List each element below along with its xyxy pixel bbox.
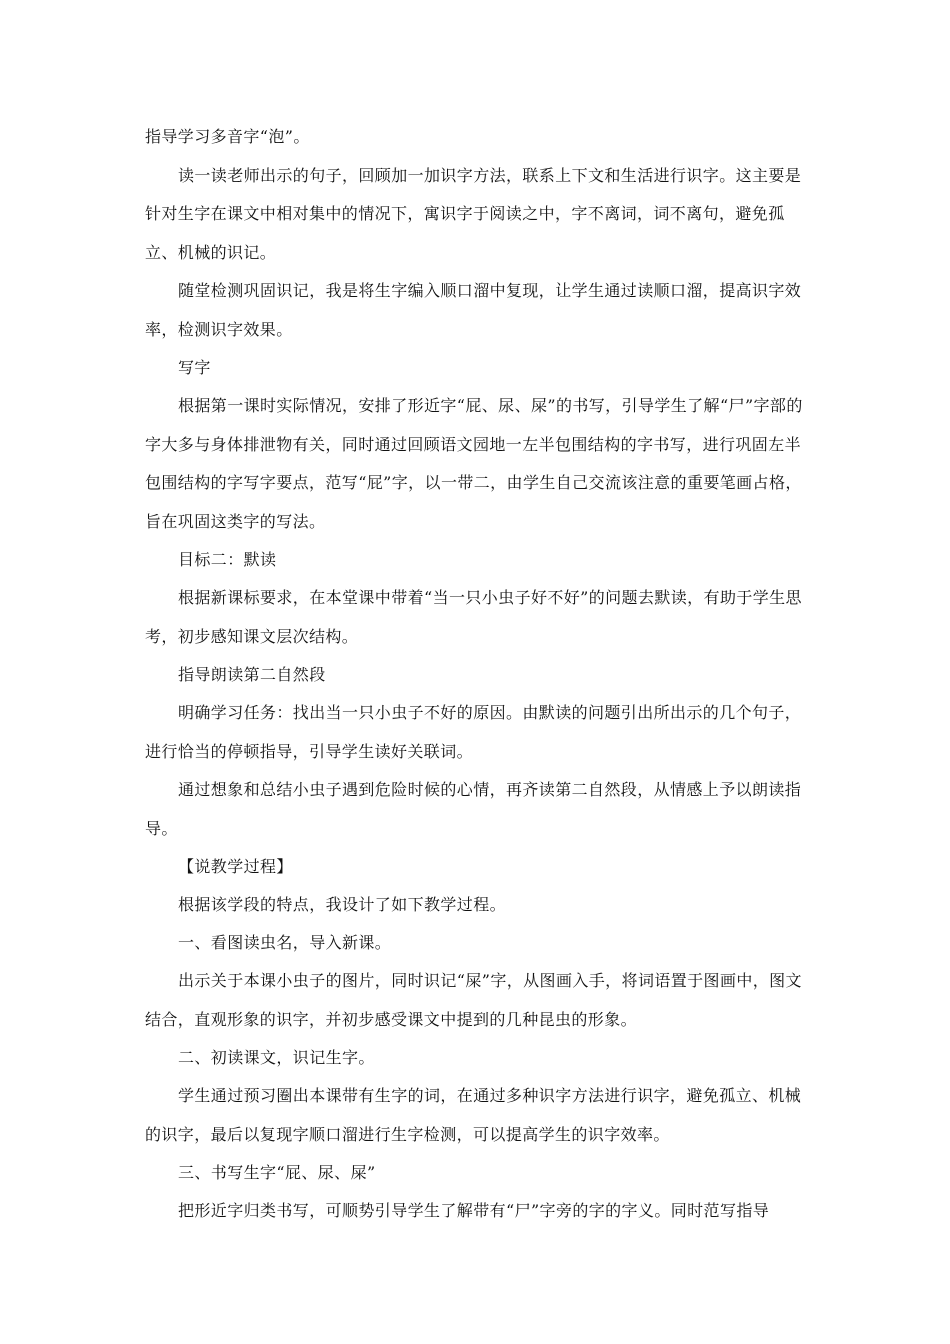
section-heading: 写字: [178, 358, 211, 377]
paragraph: 学生通过预习圈出本课带有生字的词，在通过多种识字方法进行识字，避免孤立、机械的识字，最后以复现字顺口溜进行生字检测，可以提高学生的识字效率。: [145, 1086, 802, 1144]
paragraph: 随堂检测巩固识记，我是将生字编入顺口溜中复现，让学生通过读顺口溜，提高识字效率，检测识字效果。: [145, 281, 802, 339]
paragraph: 根据第一课时实际情况，安排了形近字“屁、尿、屎”的书写，引导学生了解“尸”字部的字大多与身体排泄物有关，同时通过回顾语文园地一左半包围结构的字书写，进行巩固左半包围结构的字写字要点，范写“屁”字，以一带二，由学生自己交流该注意的重要笔画占格，旨在巩固这类字的写法。: [145, 396, 803, 531]
section-heading: 三、书写生字“屁、尿、屎”: [178, 1163, 376, 1182]
section-heading: 目标二：默读: [178, 550, 277, 569]
paragraph: 明确学习任务：找出当一只小虫子不好的原因。由默读的问题引出所出示的几个句子，进行恰当的停顿指导，引导学生读好关联词。: [145, 703, 802, 761]
paragraph: 指导学习多音字“泡”。: [145, 127, 310, 146]
paragraph: 读一读老师出示的句子，回顾加一加识字方法，联系上下文和生活进行识字。这主要是针对生字在课文中相对集中的情况下，寓识字于阅读之中，字不离词，词不离句，避免孤立、机械的识记。: [145, 165, 802, 262]
section-heading: 一、看图读虫名，导入新课。: [178, 933, 392, 952]
paragraph: 根据新课标要求，在本堂课中带着“当一只小虫子好不好”的问题去默读，有助于学生思考，初步感知课文层次结构。: [145, 588, 802, 646]
paragraph: 通过想象和总结小虫子遇到危险时候的心情，再齐读第二自然段，从情感上予以朗读指导。: [145, 780, 802, 838]
document-body: [145, 118, 815, 1231]
paragraph: 根据该学段的特点，我设计了如下教学过程。: [178, 895, 507, 914]
paragraph: 出示关于本课小虫子的图片，同时识记“屎”字，从图画入手，将词语置于图画中，图文结合，直观形象的识字，并初步感受课文中提到的几种昆虫的形象。: [145, 971, 802, 1029]
paragraph: 把形近字归类书写，可顺势引导学生了解带有“尸”字旁的字的字义。同时范写指导: [178, 1201, 770, 1220]
section-heading: 二、初读课文，识记生字。: [178, 1048, 375, 1067]
section-heading: 【说教学过程】: [178, 857, 293, 876]
section-heading: 指导朗读第二自然段: [178, 665, 326, 684]
